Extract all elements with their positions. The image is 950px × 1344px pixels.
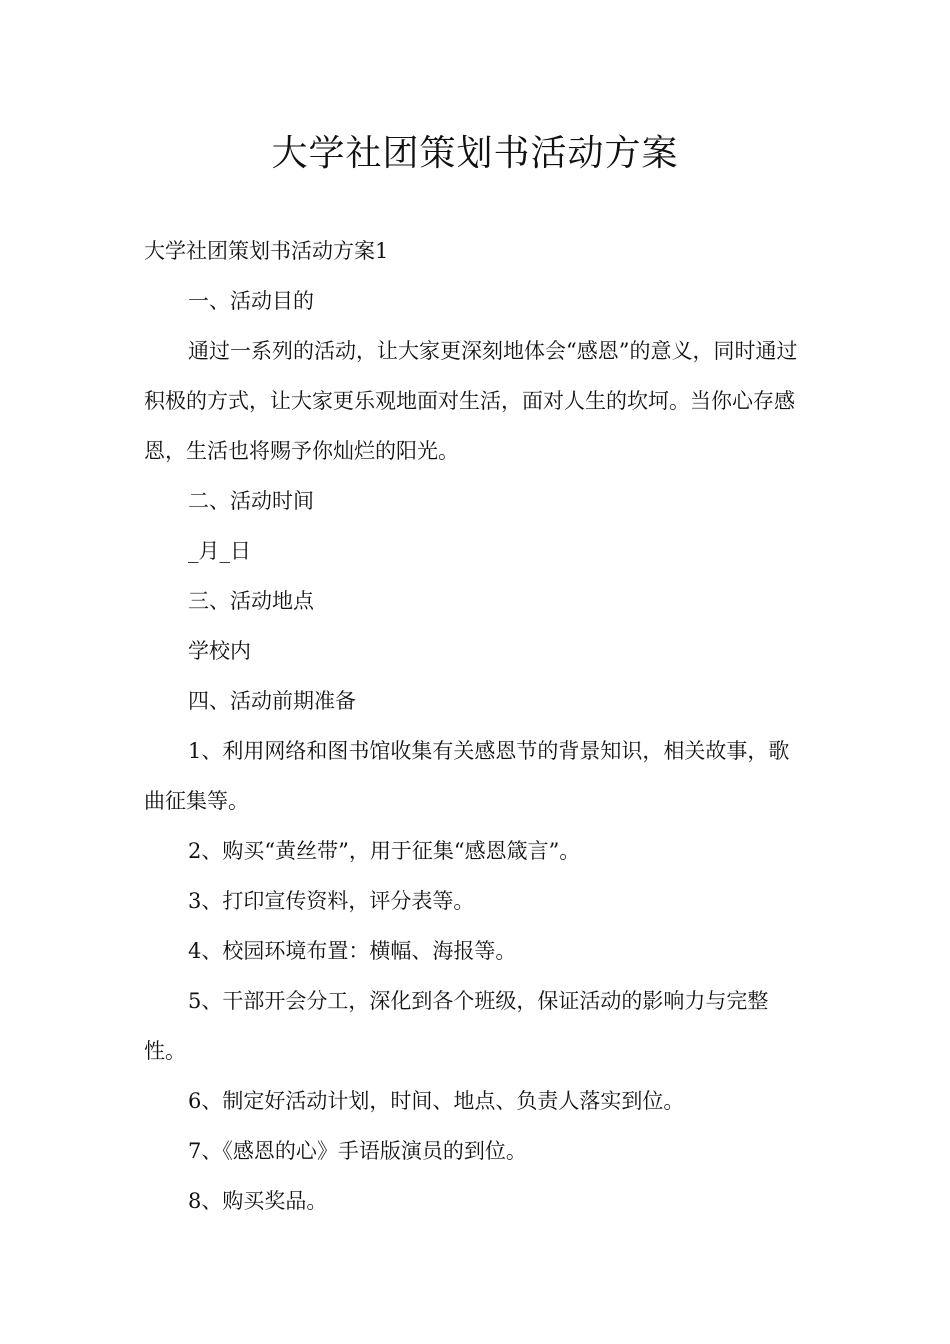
paragraph-location: 学校内: [188, 639, 251, 663]
heading-activity-location: 三、活动地点: [188, 589, 314, 613]
list-item: 2、购买“黄丝带”，用于征集“感恩箴言”。: [188, 839, 581, 863]
heading-activity-purpose: 一、活动目的: [188, 289, 314, 313]
paragraph-time: _月_日: [188, 539, 251, 563]
list-item: 6、制定好活动计划，时间、地点、负责人落实到位。: [188, 1089, 685, 1113]
section-heading: 大学社团策划书活动方案1: [144, 239, 389, 263]
paragraph-purpose: 通过一系列的活动，让大家更深刻地体会“感恩”的意义，同时通过积极的方式，让大家更乐观地面对生活，面对人生的坎坷。当你心存感恩，生活也将赐予你灿烂的阳光。: [144, 339, 798, 463]
list-item: 5、干部开会分工，深化到各个班级，保证活动的影响力与完整性。: [144, 989, 769, 1063]
heading-preparation: 四、活动前期准备: [188, 689, 356, 713]
list-item: 1、利用网络和图书馆收集有关感恩节的背景知识，相关故事，歌曲征集等。: [144, 739, 790, 813]
list-item: 8、购买奖品。: [188, 1189, 328, 1213]
heading-activity-time: 二、活动时间: [188, 489, 314, 513]
document-title: 大学社团策划书活动方案: [271, 133, 679, 174]
document-body: [144, 226, 808, 1226]
list-item: 3、打印宣传资料，评分表等。: [188, 889, 475, 913]
list-item: 7、《感恩的心》手语版演员的到位。: [188, 1139, 527, 1163]
list-item: 4、校园环境布置：横幅、海报等。: [188, 939, 517, 963]
